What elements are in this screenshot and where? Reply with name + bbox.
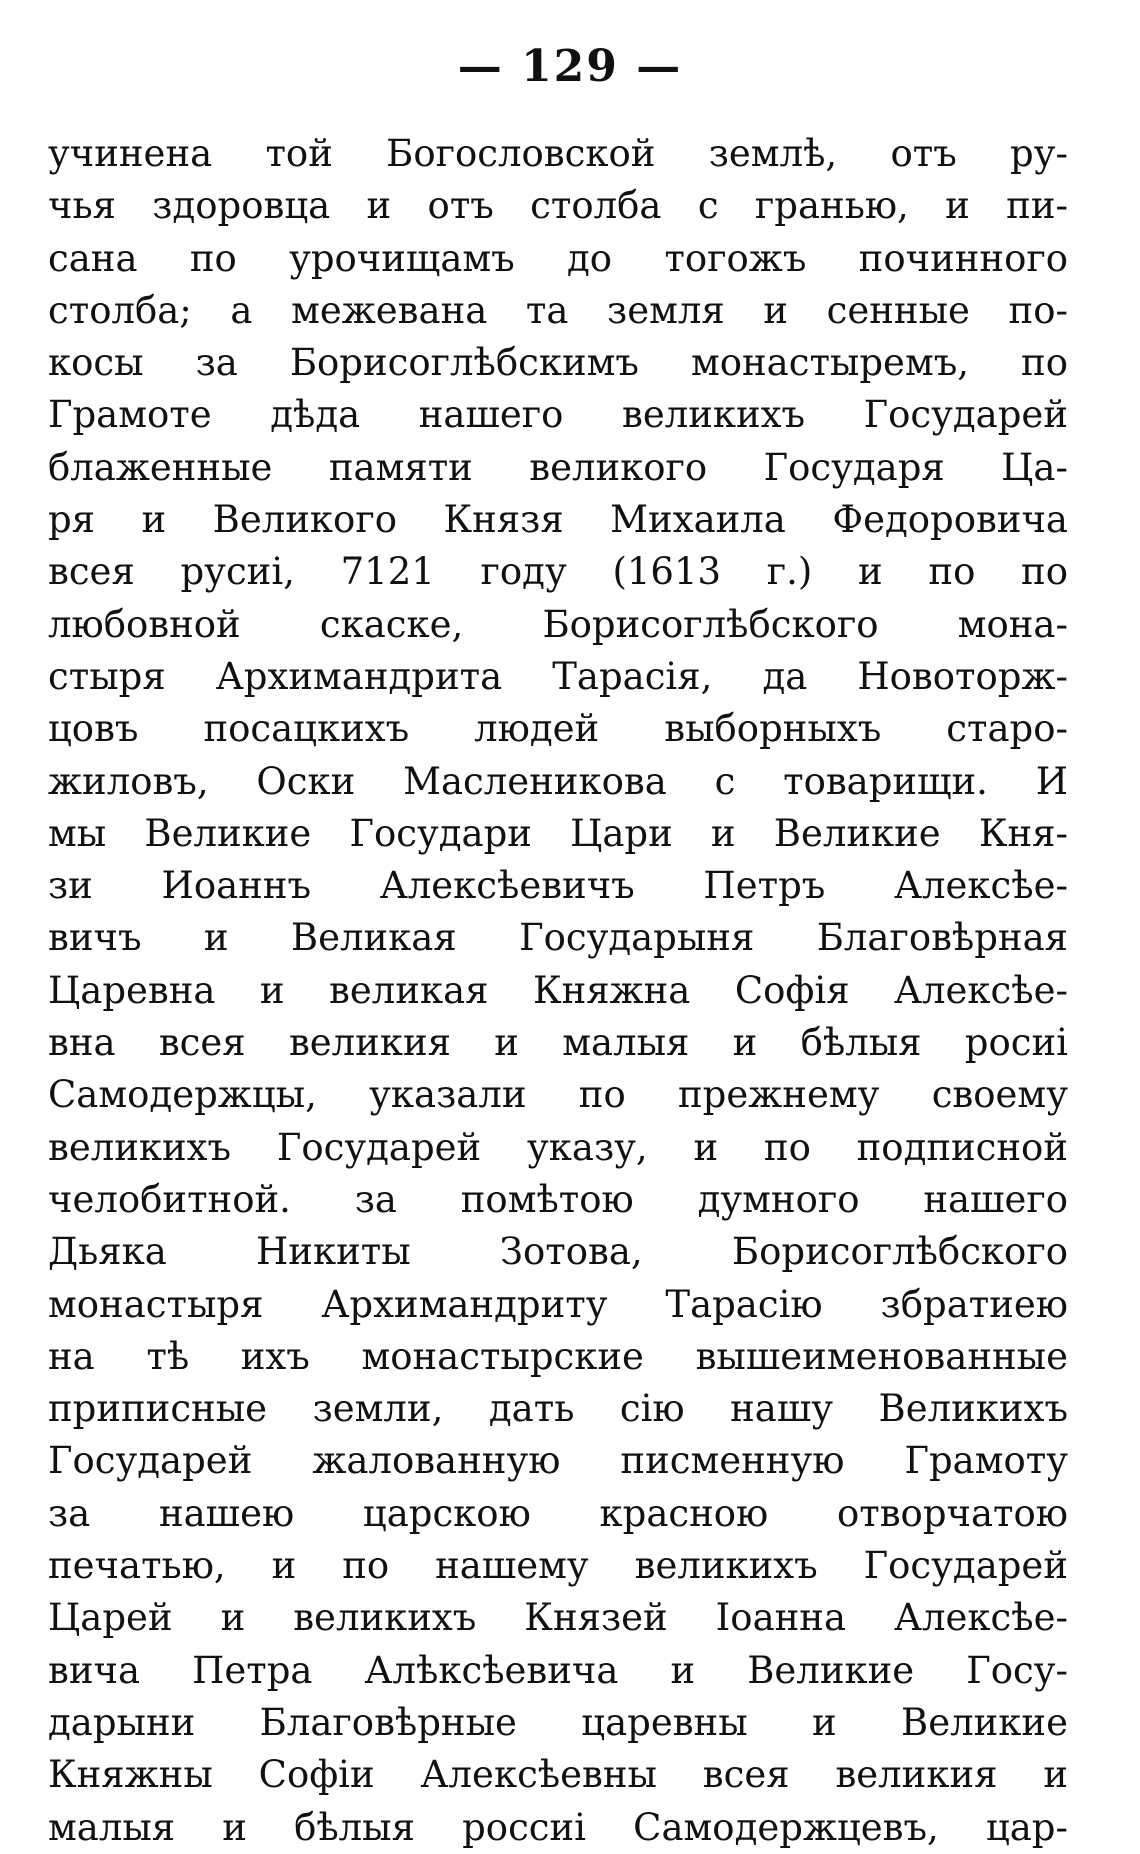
text-line: стыря Архимандрита Тарасія, да Новоторж- [48, 654, 1068, 698]
text-line: учинена той Богословской землѣ, отъ ру- [48, 132, 1068, 175]
text-line: любовной скаске, Борисоглѣбского мона- [48, 602, 1068, 646]
text-line: Царевна и великая Княжна Софія Алексѣе- [48, 968, 1068, 1012]
text-line: всея русиі, 7121 году (1613 г.) и по по [48, 550, 1068, 594]
text-line: Княжны Софіи Алексѣевны всея великия и [48, 1753, 1068, 1797]
text-line: великихъ Государей указу, и по подписной [48, 1125, 1068, 1169]
text-line: косы за Борисоглѣбскимъ монастыремъ, по [48, 341, 1068, 385]
text-line: вичъ и Великая Государыня Благовѣрная [48, 916, 1068, 960]
body-text [48, 128, 1068, 1854]
text-line: Дьяка Никиты Зотова, Борисоглѣбского [48, 1230, 1068, 1274]
text-line: Государей жалованную писменную Грамоту [48, 1439, 1068, 1483]
text-line: монастыря Архимандриту Тарасію збратиею [48, 1282, 1068, 1326]
text-line: цовъ посацкихъ людей выборныхъ старо- [48, 707, 1068, 751]
text-line: чья здоровца и отъ столба с гранью, и пи- [48, 184, 1068, 228]
text-line: малыя и бѣлыя россиі Самодержцевъ, цар- [48, 1805, 1068, 1849]
text-line: Самодержцы, указали по прежнему своему [48, 1073, 1068, 1117]
text-line: вича Петра Алѣксѣевича и Великие Госу- [48, 1648, 1068, 1692]
text-line: на тѣ ихъ монастырские вышеименованные [48, 1334, 1068, 1378]
text-line: Грамоте дѣда нашего великихъ Государей [48, 393, 1068, 437]
page-number: — 129 — [457, 41, 683, 92]
text-line: столба; а межевана та земля и сенные по- [48, 288, 1068, 332]
text-line: челобитной. за помѣтою думного нашего [48, 1177, 1068, 1221]
text-line: за нашею царскою красною отворчатою [48, 1491, 1068, 1535]
text-line: ря и Великого Князя Михаила Федоровича [48, 498, 1068, 542]
text-line: приписные земли, дать сію нашу Великихъ [48, 1387, 1068, 1431]
text-line: зи Иоаннъ Алексѣевичъ Петръ Алексѣе- [48, 864, 1068, 908]
text-line: дарыни Благовѣрные царевны и Великие [48, 1700, 1068, 1744]
text-line: Царей и великихъ Князей Іоанна Алексѣе- [48, 1596, 1068, 1640]
text-line: сана по урочищамъ до тогожъ починного [48, 236, 1068, 280]
text-line: вна всея великия и малыя и бѣлыя росиі [48, 1021, 1068, 1065]
text-line: жиловъ, Оски Масленикова с товарищи. И [48, 759, 1068, 803]
text-line: блаженные памяти великого Государя Ца- [48, 445, 1068, 489]
text-line: печатью, и по нашему великихъ Государей [48, 1544, 1068, 1588]
text-line: мы Великие Государи Цари и Великие Кня- [48, 811, 1068, 855]
